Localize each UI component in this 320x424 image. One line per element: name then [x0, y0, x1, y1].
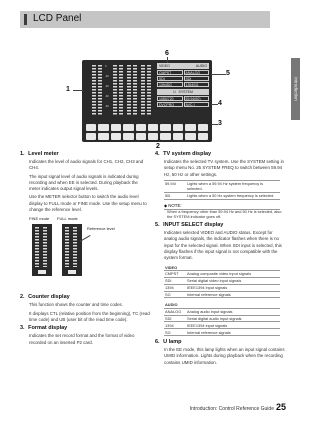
- section-side-tab: [291, 58, 300, 120]
- callout-1: 1: [66, 86, 70, 93]
- side-tab-label: Introduction: [293, 77, 298, 101]
- section-number: 1.: [20, 151, 25, 157]
- section-heading: [20, 294, 150, 300]
- table-row: [164, 315, 280, 322]
- counter-digit: [111, 133, 121, 140]
- meter-bar: [65, 227, 69, 267]
- page-footer: [190, 402, 286, 412]
- table-value: Internal reference signals: [186, 329, 280, 336]
- fine-mode-label: FINE mode: [29, 216, 50, 222]
- paragraph: The input signal level of audio signals is indicated during recording and when EE is selected. During playback the meter indicates output signal levels.: [29, 173, 139, 192]
- page-number: 25: [275, 402, 286, 412]
- level-meter-display: [86, 63, 155, 123]
- callout-leader: [167, 57, 168, 63]
- lcd-segment: [185, 124, 195, 131]
- footer-text: Introduction: Control Reference Guide: [189, 406, 274, 412]
- meter-scale-label: -30: [105, 95, 109, 98]
- table-key: CMPST: [164, 271, 186, 278]
- section-heading: [20, 151, 150, 157]
- section-title: Format display: [28, 325, 68, 332]
- paragraph: Indicates the set record format and the format of video recorded on an inserted P2 card.: [29, 333, 135, 345]
- paragraph: This function shows the counter and time codes.: [29, 302, 123, 308]
- callout-2: 2: [156, 143, 160, 150]
- meter-scale-label: -40: [105, 105, 109, 108]
- meter-scale-label: -10: [105, 75, 109, 78]
- video-value: CMPST: [157, 70, 183, 75]
- audio-value: SDI: [184, 76, 210, 81]
- table-key: ANALOG: [164, 308, 186, 315]
- system-format: 1080/720: [157, 96, 183, 101]
- video-value: 1394SG: [157, 82, 183, 87]
- table-key: 59.94i: [164, 180, 186, 192]
- page-title: LCD Panel: [33, 13, 82, 24]
- input-select-grid: [157, 70, 209, 87]
- callout-leader: [211, 104, 218, 105]
- callout-6: 6: [165, 50, 169, 57]
- table-key: SDI: [164, 277, 186, 284]
- video-value: SDI: [157, 76, 183, 81]
- note-heading: ◆ NOTE:: [164, 203, 285, 208]
- table-value: IEEE1394 input signals: [186, 322, 280, 329]
- section-title: Counter display: [28, 294, 70, 301]
- table-row: [164, 271, 280, 278]
- callout-4: 4: [218, 100, 222, 107]
- section-title: U lamp: [163, 339, 182, 346]
- reference-level-label: Reference level: [87, 226, 115, 232]
- meter-mode-figure: [29, 216, 119, 291]
- counter-digit: [173, 133, 183, 140]
- table-row: [164, 192, 280, 199]
- paragraph: Indicates the level of audio signals for CH1, CH2, CH3 and CH4.: [29, 159, 144, 171]
- table-row: [164, 284, 280, 291]
- meter-bar-ch1: [92, 65, 96, 115]
- table-key: 1394: [164, 322, 186, 329]
- table-value: Analog audio input signals: [186, 308, 280, 315]
- title-bar: [20, 11, 270, 28]
- table-row: [164, 180, 280, 192]
- table-value: IEEE1394 input signals: [186, 284, 280, 291]
- section-heading: [20, 325, 150, 331]
- section-number: 4.: [155, 151, 160, 157]
- paragraph: Indicates the selected TV system. Use the SYSTEM setting in setup menu No. 25 SYSTEM FREQ to switch between 59.94 Hz, 50 Hz or other settings.: [164, 159, 284, 177]
- callout-5: 5: [226, 70, 230, 77]
- meter-bar-ch6: [133, 65, 137, 115]
- title-marker: [24, 14, 27, 25]
- lcd-panel-illustration: [82, 60, 212, 142]
- table-row: [164, 277, 280, 284]
- right-column: [155, 151, 285, 368]
- meter-scale-label: -20: [105, 85, 109, 88]
- table-value: Serial digital audio input signals: [186, 315, 280, 322]
- paragraph: Use the METER selector button to switch the audio level display to FULL mode or FINE mode. Use the setup menu to change the reference level.: [29, 194, 147, 213]
- counter-digit: [86, 133, 96, 140]
- audio-value: ANALOG: [184, 70, 210, 75]
- lcd-button-row-upper: [86, 124, 208, 131]
- table-value: Serial digital video input signals: [186, 277, 280, 284]
- counter-digit: [123, 133, 133, 140]
- lcd-segment: [111, 124, 121, 131]
- lcd-segment: [198, 124, 208, 131]
- audio-label: AUDIO: [195, 64, 207, 68]
- full-mode-meter: [62, 224, 82, 276]
- table-row: [164, 329, 280, 336]
- section-number: 5.: [155, 222, 160, 229]
- audio-value: 1394SG: [184, 82, 210, 87]
- lcd-segment: [160, 124, 170, 131]
- callout-leader: [211, 74, 226, 75]
- left-column: [20, 151, 150, 348]
- paragraph: It displays CTL (relative position from the beginning), TC (read time code) and UB (user bit of the read time code).: [29, 310, 150, 322]
- full-mode-label: FULL mode: [57, 216, 78, 222]
- table-header-row: [164, 301, 280, 308]
- table-value: Lights when a 59.94 Hz system frequency is selected.: [186, 180, 280, 192]
- status-info-area: [157, 63, 209, 107]
- table-row: [164, 291, 280, 298]
- meter-bar: [35, 227, 39, 267]
- meter-bar-ch3: [113, 65, 117, 115]
- u-lamp: U: [173, 90, 176, 94]
- table-value: Lights when a 50 Hz system frequency is selected.: [186, 192, 280, 199]
- meter-foot: [38, 270, 46, 274]
- table-row: [164, 322, 280, 329]
- system-header: [157, 89, 209, 95]
- table-heading: VIDEO: [165, 264, 178, 270]
- lcd-segment: [173, 124, 183, 131]
- lcd-segment: [148, 124, 158, 131]
- counter-display: [86, 133, 208, 140]
- meter-bar: [73, 227, 77, 267]
- callout-leader: [211, 124, 218, 125]
- section-title: Level meter: [28, 151, 59, 157]
- meter-foot: [68, 270, 76, 274]
- lcd-segment: [136, 124, 146, 131]
- section-title: INPUT SELECT display: [163, 222, 224, 229]
- counter-digit: [136, 133, 146, 140]
- meter-bar-ch7: [141, 65, 145, 115]
- table-key: SG: [164, 329, 186, 336]
- lcd-segment: [98, 124, 108, 131]
- table-key: SDI: [164, 315, 186, 322]
- paragraph: In the EE mode, this lamp lights when an input signal contains UMID information. Lights during playback when the recording contains UMID information.: [164, 347, 285, 365]
- video-label: VIDEO: [159, 64, 170, 68]
- note-text: When a frequency other than 59.94 Hz and 50 Hz is selected, also the SYSTEM indicator goes off.: [167, 209, 282, 220]
- counter-digit: [185, 133, 195, 140]
- input-select-header: [157, 63, 209, 69]
- counter-digit: [148, 133, 158, 140]
- table-key: 50i: [164, 192, 186, 199]
- section-heading: [155, 339, 285, 345]
- meter-bar: [43, 227, 47, 267]
- meter-bar-ch5: [127, 65, 131, 115]
- table-key: SG: [164, 291, 186, 298]
- meter-bar-ch2: [98, 65, 102, 115]
- meter-scale-label: 0: [105, 65, 107, 68]
- section-title: TV system display: [163, 151, 212, 157]
- section-heading: [155, 151, 285, 157]
- section-heading: [155, 222, 285, 228]
- table-row: [164, 308, 280, 315]
- record-format: DVCPRO: [157, 102, 183, 107]
- counter-digit: [160, 133, 170, 140]
- lcd-segment: [123, 124, 133, 131]
- table-value: Internal reference signals: [186, 291, 280, 298]
- section-number: 6.: [155, 339, 160, 346]
- table-key: 1394: [164, 284, 186, 291]
- callout-leader: [73, 90, 83, 91]
- callout-3: 3: [218, 120, 222, 127]
- table-heading: AUDIO: [165, 302, 178, 308]
- system-grid: [157, 96, 209, 107]
- counter-digit: [98, 133, 108, 140]
- meter-bar-ch8: [147, 65, 151, 115]
- table-value: Analog composite video input signals: [186, 271, 280, 278]
- tv-system-table: [164, 180, 280, 200]
- section-number: 2.: [20, 294, 25, 301]
- meter-bar-ch4: [119, 65, 123, 115]
- fine-mode-meter: [32, 224, 52, 276]
- record-codec: AVC-I: [184, 102, 210, 107]
- table-header-row: [164, 264, 280, 271]
- section-number: 3.: [20, 325, 25, 332]
- system-label: SYSTEM: [178, 90, 193, 94]
- lcd-segment: [86, 124, 96, 131]
- audio-input-table: [164, 301, 280, 336]
- video-input-table: [164, 264, 280, 299]
- counter-digit: [198, 133, 208, 140]
- system-frequency: 59.94(60): [184, 96, 210, 101]
- paragraph: Indicates selected VIDEO and AUDIO status. Except for analog audio signals, the indicator flashes when there is no input for the selected signal. When SDI input is selected, this display flashes if the input signal is not compatible with the system format.: [164, 230, 282, 261]
